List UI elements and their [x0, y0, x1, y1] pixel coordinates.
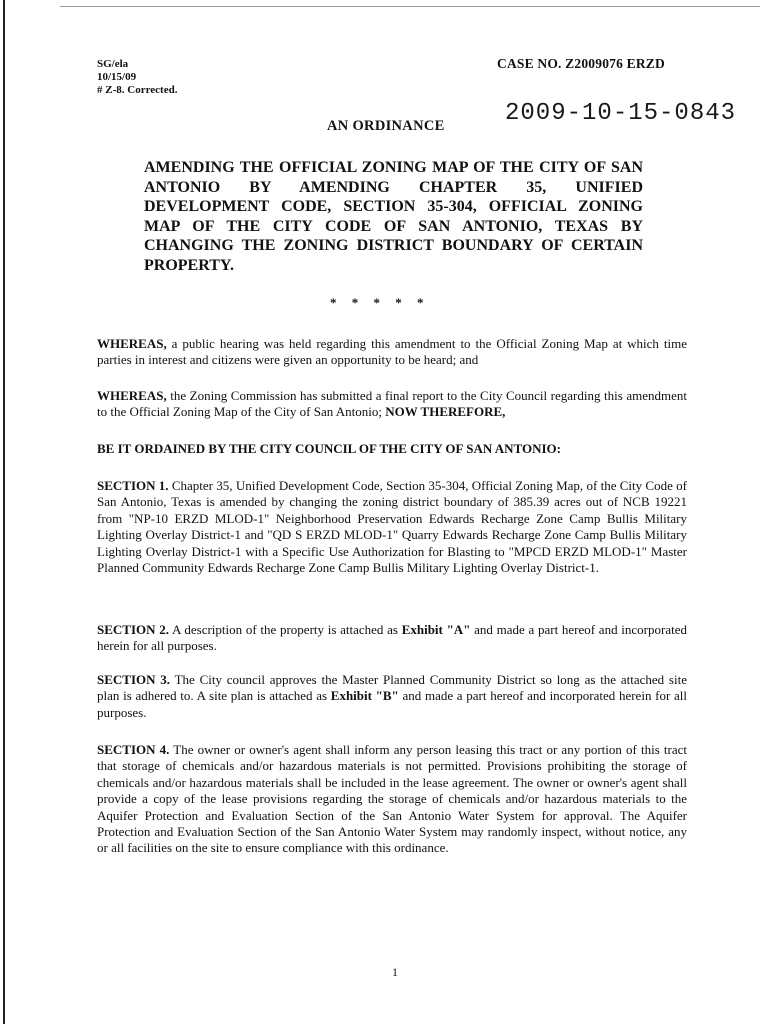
- whereas-lead: WHEREAS,: [97, 336, 167, 351]
- scan-left-edge: [3, 0, 5, 1024]
- ordinance-title: AN ORDINANCE: [327, 118, 445, 134]
- section-2: [97, 622, 687, 655]
- ordinance-caption: AMENDING THE OFFICIAL ZONING MAP OF THE CITY OF SAN ANTONIO BY AMENDING CHAPTER 35, UNIFIED DEVELOPMENT CODE, SECTION 35-304, OFFICIAL ZONING MAP OF THE CITY CODE OF SAN ANTONIO, TEXAS BY CHANGING THE ZONING DISTRICT BOUNDARY OF CERTAIN PROPERTY.: [144, 159, 643, 274]
- header-note: # Z-8. Corrected.: [97, 84, 178, 96]
- section-4: [97, 742, 687, 857]
- case-number: CASE NO. Z2009076 ERZD: [497, 56, 665, 71]
- section-3: [97, 672, 687, 721]
- whereas-paragraph-1: [97, 336, 687, 369]
- section-separator: * * * * *: [330, 295, 424, 310]
- header-meta: [97, 58, 177, 97]
- whereas-text: a public hearing was held regarding this amendment to the Official Zoning Map at which time parties in interest and citizens were given an opportunity to be heard; and: [97, 336, 687, 368]
- whereas-text: the Zoning Commission has submitted a final report to the City Council regarding this amendment to the Official Zoning Map of the City of San Antonio;: [97, 388, 687, 420]
- whereas-lead: WHEREAS,: [97, 388, 167, 403]
- section-4-label: SECTION 4.: [97, 742, 170, 757]
- page-number: 1: [392, 965, 398, 979]
- section-4-text: The owner or owner's agent shall inform any person leasing this tract or any portion of this tract that storage of chemicals and/or hazardous materials is not permitted. Provisions prohibiting the storage of chemicals and/or hazardous materials shall be included in the lease agreement. The owner or owner's agent shall provide a copy of the lease provisions regarding the storage of chemicals and/or hazardous materials to the Aquifer Protection and Evaluation Section of the San Antonio Water System for approval. The Aquifer Protection and Evaluation Section of the San Antonio Water System may randomly inspect, without notice, any or all facilities on the site to ensure compliance with this ordinance.: [97, 742, 687, 856]
- exhibit-b: Exhibit "B": [330, 688, 399, 704]
- section-1-label: SECTION 1.: [97, 478, 169, 493]
- section-1-text: Chapter 35, Unified Development Code, Section 35-304, Official Zoning Map, of the City Code of San Antonio, Texas is amended by changing the zoning district boundary of 385.39 acres out of NCB 19221 from "NP-10 ERZD MLOD-1" Neighborhood Preservation Edwards Recharge Zone Camp Bullis Military Lighting Overlay District-1 and "QD S ERZD MLOD-1" Quarry Edwards Recharge Zone Camp Bullis Military Lighting Overlay District-1 with a Specific Use Authorization for Blasting to "MPCD ERZD MLOD-1" Master Planned Community Edwards Recharge Zone Camp Bullis Military Lighting Overlay District-1.: [97, 478, 687, 576]
- section-3-label: SECTION 3.: [97, 672, 171, 687]
- section-3-text-b: and made a part hereof and incorporated herein for all purposes.: [97, 688, 688, 720]
- section-2-text-b: and made a part hereof and incorporated herein for all purposes.: [97, 622, 687, 654]
- section-2-label: SECTION 2.: [97, 622, 169, 637]
- header-date: 10/15/09: [97, 71, 137, 83]
- section-2-text-a: A description of the property is attached as: [168, 622, 402, 637]
- now-therefore: NOW THEREFORE,: [382, 404, 506, 420]
- ordinance-number-stamp: 2009-10-15-0843: [505, 100, 737, 127]
- ordained-clause: [97, 441, 687, 457]
- whereas-paragraph-2: [97, 388, 687, 421]
- section-1: [97, 478, 687, 576]
- ordained-text: BE IT ORDAINED BY THE CITY COUNCIL OF THE CITY OF SAN ANTONIO:: [97, 441, 562, 456]
- section-3-text-a: The City council approves the Master Planned Community District so long as the attached site plan is adhered to. A site plan is attached as: [97, 672, 687, 704]
- exhibit-a: Exhibit "A": [401, 622, 471, 637]
- header-initials: SG/ela: [97, 58, 129, 70]
- scan-top-edge: [60, 6, 760, 7]
